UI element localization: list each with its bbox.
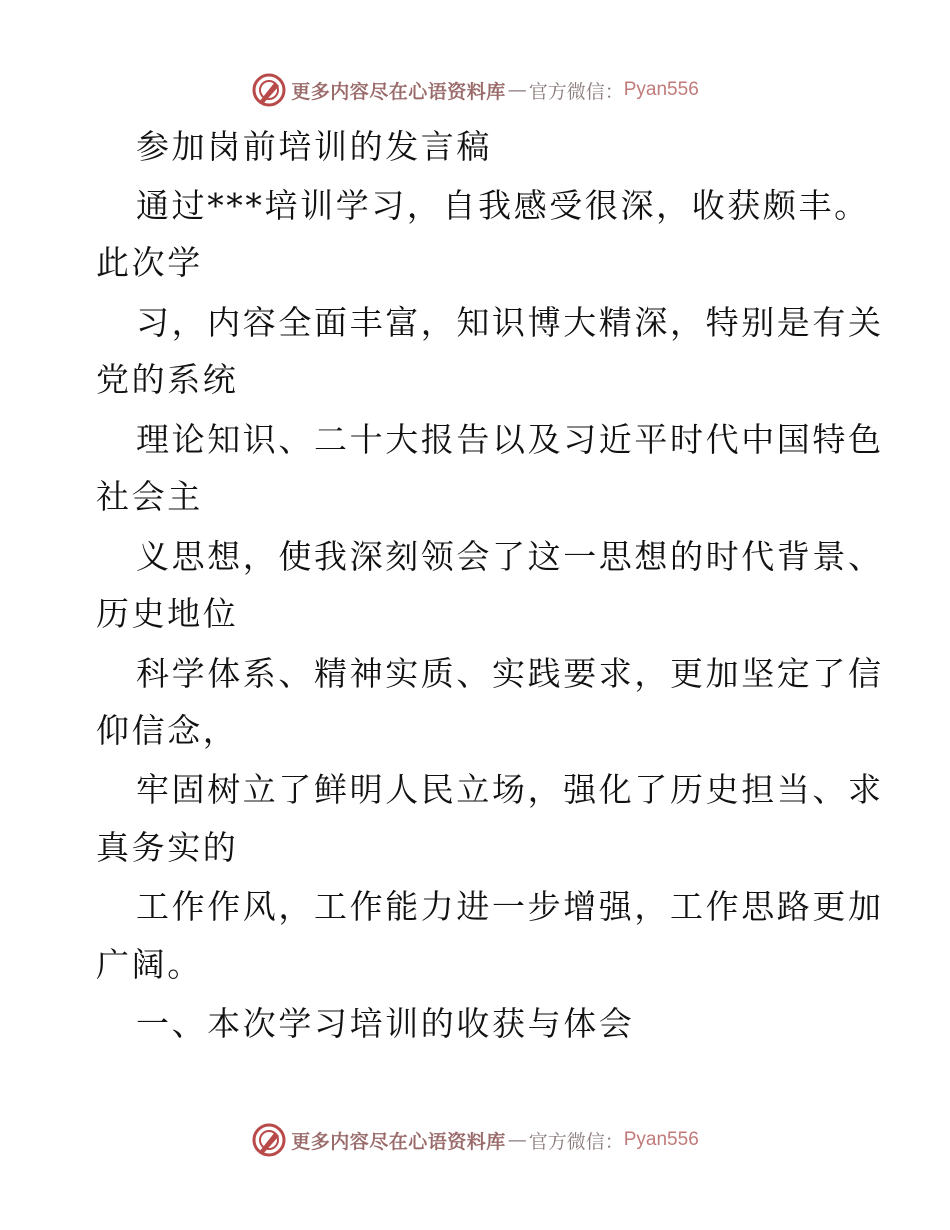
- banner-slogan: 更多内容尽在心语资料库: [291, 1130, 506, 1153]
- paragraph-line: 牢固树立了鲜明人民立场，强化了历史担当、求: [136, 770, 884, 809]
- banner-dash: —: [507, 1129, 527, 1151]
- footer-watermark-banner: [0, 1120, 950, 1160]
- paragraph-line: 历史地位: [96, 594, 239, 633]
- paragraph-line: 通过***培训学习，自我感受很深，收获颇丰。: [136, 186, 870, 225]
- banner-wechat-id: Pyan556: [623, 1129, 699, 1150]
- paragraph-line: 仰信念，: [96, 711, 239, 750]
- paragraph-line: 习，内容全面丰富，知识博大精深，特别是有关: [136, 303, 884, 342]
- banner-slogan: 更多内容尽在心语资料库: [291, 80, 506, 103]
- paragraph-line: 工作作风，工作能力进一步增强，工作思路更加: [136, 887, 884, 926]
- section-heading: 一、本次学习培训的收获与体会: [136, 1004, 635, 1043]
- pen-logo-icon: [251, 72, 287, 108]
- paragraph-line: 义思想，使我深刻领会了这一思想的时代背景、: [136, 537, 884, 576]
- paragraph-line: 理论知识、二十大报告以及习近平时代中国特色: [136, 420, 884, 459]
- paragraph-line: 社会主: [96, 477, 203, 516]
- paragraph-line: 此次学: [96, 243, 203, 282]
- banner-wechat-id: Pyan556: [623, 79, 699, 100]
- banner-wechat-label: 官方微信：: [528, 1130, 624, 1153]
- paragraph-line: 真务实的: [96, 828, 239, 867]
- header-watermark-banner: [0, 70, 950, 110]
- paragraph-line: 广阔。: [96, 945, 203, 984]
- pen-logo-icon: [251, 1122, 287, 1158]
- document-title: 参加岗前培训的发言稿: [136, 127, 492, 166]
- paragraph-line: 科学体系、精神实质、实践要求，更加坚定了信: [136, 654, 884, 693]
- banner-wechat-label: 官方微信：: [528, 80, 624, 103]
- banner-dash: —: [507, 79, 527, 101]
- paragraph-line: 党的系统: [96, 360, 239, 399]
